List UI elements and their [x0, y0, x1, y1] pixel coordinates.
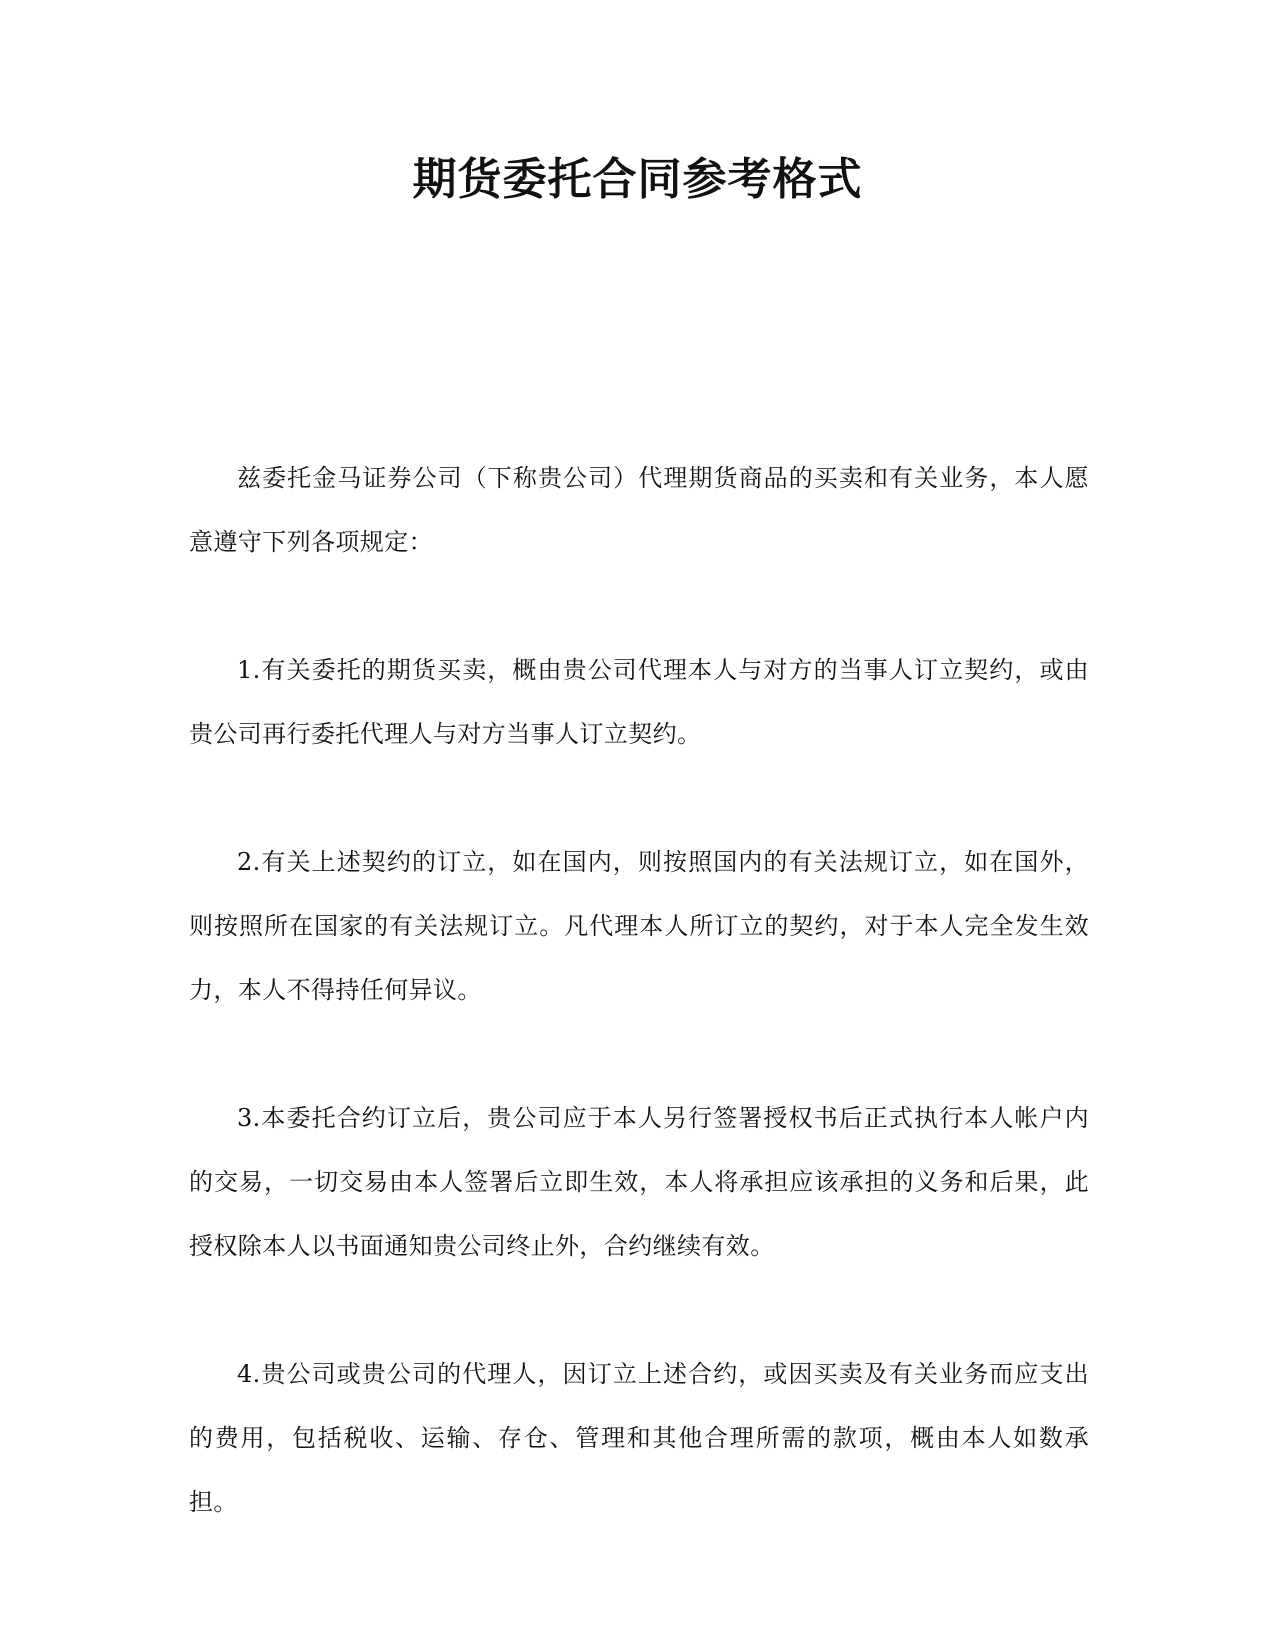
paragraph-clause-3: 3.本委托合约订立后，贵公司应于本人另行签署授权书后正式执行本人帐户内的交易，一切交易由本人签署后立即生效，本人将承担应该承担的义务和后果，此授权除本人以书面通知贵公司终止外，合约继续有效。 [189, 1104, 1089, 1260]
document-body [189, 446, 1089, 1598]
paragraph-intro: 兹委托金马证券公司（下称贵公司）代理期货商品的买卖和有关业务，本人愿意遵守下列各项规定： [189, 464, 1089, 556]
document-title: 期货委托合同参考格式 [412, 154, 863, 205]
paragraph-clause-4: 4.贵公司或贵公司的代理人，因订立上述合约，或因买卖及有关业务而应支出的费用，包括税收、运输、存仓、管理和其他合理所需的款项，概由本人如数承担。 [189, 1360, 1089, 1516]
paragraph-clause-1: 1.有关委托的期货买卖，概由贵公司代理本人与对方的当事人订立契约，或由贵公司再行委托代理人与对方当事人订立契约。 [189, 656, 1089, 748]
paragraph-clause-2: 2.有关上述契约的订立，如在国内，则按照国内的有关法规订立，如在国外，则按照所在国家的有关法规订立。凡代理本人所订立的契约，对于本人完全发生效力，本人不得持任何异议。 [189, 848, 1089, 1004]
